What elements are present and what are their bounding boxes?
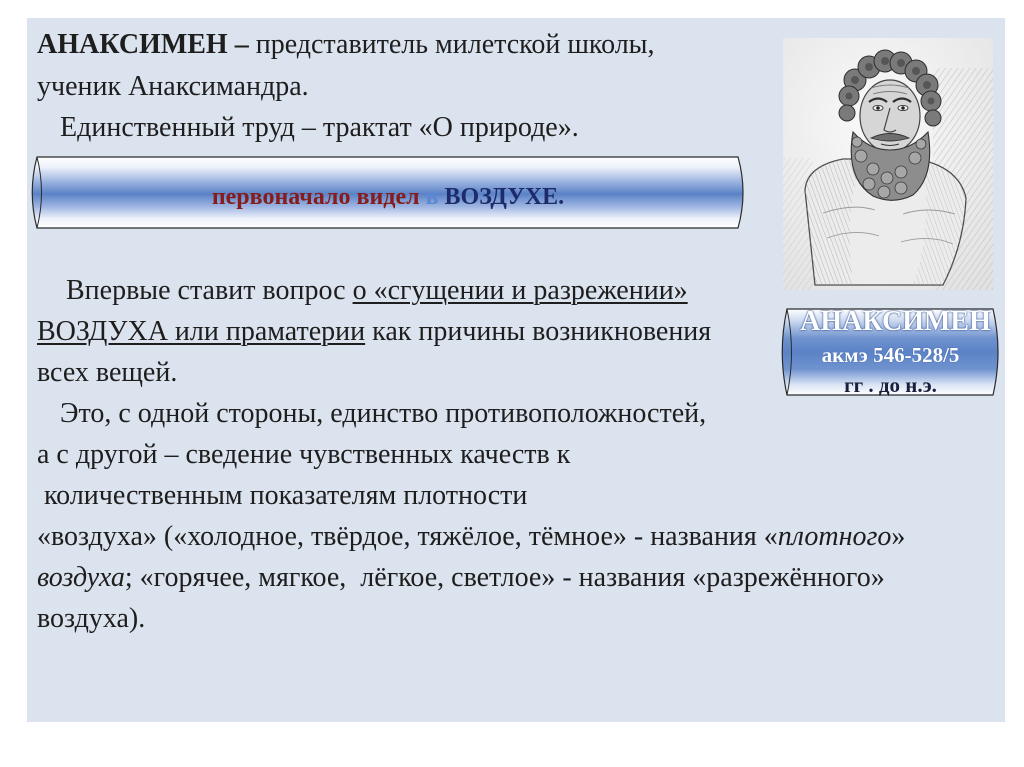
body-line-6: количественным показателям плотности	[44, 480, 528, 511]
body-line-1-underlined: о «сгущении и разрежении»	[352, 275, 688, 306]
body-line-5: а с другой – сведение чувственных качеств к	[37, 439, 571, 470]
body-line-4: Это, с одной стороны, единство противоположностей,	[60, 398, 707, 429]
intro-line-1	[37, 24, 655, 65]
key-idea-text-preposition: в	[419, 184, 445, 210]
intro-line-3: Единственный труд – трактат «О природе».	[60, 112, 579, 143]
philosopher-portrait	[783, 38, 993, 290]
key-idea-text	[27, 182, 749, 212]
body-line-9: воздуха).	[37, 603, 146, 634]
body-line-7	[37, 516, 905, 557]
intro-line-1-text: представитель милетской школы,	[248, 29, 655, 60]
key-idea-text-red: первоначало видел	[211, 184, 420, 210]
body-line-2-text: как причины возникновения	[365, 316, 712, 347]
body-line-8-text: ; «горячее, мягкое, лёгкое, светлое» - названия «разрежённого»	[124, 562, 885, 593]
body-line-8	[37, 557, 885, 598]
portrait-caption-name: АНАКСИМЕН	[800, 308, 991, 337]
body-line-2	[37, 311, 711, 352]
key-idea-text-air: ВОЗДУХЕ.	[444, 184, 565, 210]
key-idea-banner	[27, 156, 749, 229]
body-line-7-text: «воздуха» («холодное, твёрдое, тяжёлое, тёмное» - названия «	[37, 521, 778, 552]
intro-line-2: ученик Анаксимандра.	[37, 71, 309, 102]
body-line-7-end: »	[891, 521, 906, 552]
body-line-1-text: Впервые ставит вопрос	[66, 275, 353, 306]
philosopher-name-heading: АНАКСИМЕН –	[37, 29, 249, 60]
body-line-8-italic: воздуха	[37, 562, 125, 593]
name-banner	[777, 308, 1004, 396]
body-line-7-italic: плотного	[777, 521, 892, 552]
portrait-caption-dates: гг . до н.э.	[844, 373, 937, 396]
body-line-3: всех вещей.	[37, 357, 178, 388]
body-line-1	[66, 270, 688, 311]
portrait-caption-akme: акмэ 546-528/5	[821, 343, 960, 367]
body-line-2-underlined: ВОЗДУХА или праматерии	[37, 316, 366, 347]
